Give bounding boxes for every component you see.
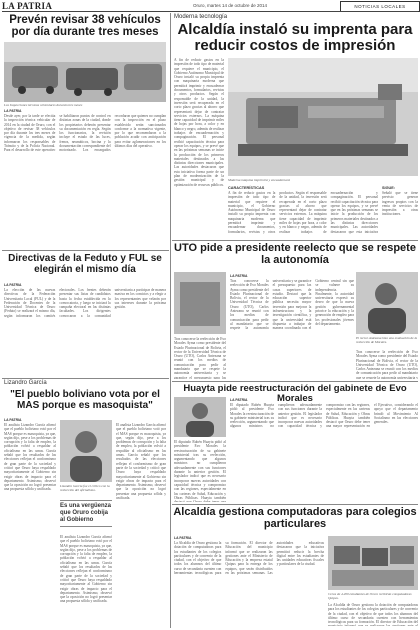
garcia-body-col3: El analista Lizandro García afirmó que el pueblo boliviano votó por el MAS porque es masoquista, ya que, según dijo, pese a los problemas de corrupción y la falta de empleo, la población volvió a respaldar al oficialismo en las urnas. García señaló que los resultados de las elecciones reflejan el conformismo de gran parte de la sociedad y criticó que Oruro haya respaldado mayoritariamente al Gobierno sin exigir obras de impacto para el departamento. Asimismo, observó que la oposición no logró presentar una propuesta sólida y unificada. (116, 423, 166, 501)
garcia-byline: LA PATRIA (4, 418, 22, 422)
feduto-headline: Directivas de la Feduto y FUL se elegirán el mismo día (8, 253, 162, 275)
column-divider (170, 13, 171, 628)
vehicles-body: Desde ayer, por la tarde se efectúa la inspección técnica vehicular de 2014 en la ciudad de Oruro, con el objetivo de revisar 38 vehículos por día durante los tres meses de vigencia de la medida, según informaron los responsables de Tránsito y de la Policía Nacional. Para el desarrollo de este operativo se habilitaron puntos de control en distintas zonas de la ciudad, donde los propietarios deberán presentar su documentación en regla. Según los funcionarios, la revisión incluye el estado de las luces, frenos, neumáticos, bocina y la documentación correspondiente del motorizado. Los encargados recordaron que quienes no cumplan con la inspección en el plazo establecido serán sancionados conforme a la normativa vigente, por lo que recomendaron a la población acudir con anticipación para evitar aglomeraciones en los últimos días del operativo. (4, 114, 166, 153)
garcia-pullquote: Es una vergüenza que Oruro cobija al Gobierno (60, 500, 112, 527)
huayta-body: El diputado Rubén Huayta pidió al presidente Evo Morales la reestructuración de su gabinete ministerial tras su reelección, argumentando que algunos ministros no cumplieron adecuadamente con sus funciones durante la anterior gestión. El legislador indicó que es necesario incorporar nuevas autoridades con capacidad técnica y compromiso con las regiones, especialmente en las carteras de Salud, Educación y Obras Públicas. Huayta también destacó que Oruro debe tener una mayor representación en el Ejecutivo, considerando el apoyo que el departamento brindó al Movimiento Al Socialismo en las elecciones generales. (230, 403, 418, 429)
huayta-byline: LA PATRIA (230, 398, 248, 402)
computers-photo (328, 536, 418, 590)
garcia-body-col2: El analista Lizandro García afirmó que el pueblo boliviano votó por el MAS porque es masoquista, ya que, según dijo, pese a los problemas de corrupción y la falta de empleo, la población volvió a respaldar al oficialismo en las urnas. García señaló que los resultados de las elecciones reflejan el conformismo de gran parte de la sociedad y criticó que Oruro haya respaldado mayoritariamente al Gobierno sin exigir obras de impacto para el departamento. Asimismo, observó que la oposición no logró presentar una propuesta sólida y unificada. (60, 535, 112, 604)
uto-headline: UTO pide a presidente reelecto que se respete la autonomía (174, 242, 416, 266)
huayta-headline: Huayta pide reestructuración del gabinete de Evo Morales (183, 383, 407, 404)
garcia-section-label: Lizandro García (4, 380, 47, 386)
uto-body-col-right: Tras conocerse la reelección de Evo Morales Ayma como presidente del Estado Plurinacional de Bolivia, el rector de la Universidad Técnica de Oruro (UTO), Carlos Antezana se reunió con los medios de comunicación para pedir al mandatario que se respete la autonomía universitaria y (356, 350, 418, 379)
uto-photo-right (356, 272, 418, 334)
huayta-photo-image (174, 397, 226, 437)
main-pull-label: SIGUE: (382, 186, 396, 190)
main-subhead: CARACTERÍSTICAS (228, 186, 265, 190)
main-kicker: Moderna tecnología (174, 14, 228, 20)
computers-caption: Cerca de 4.200 estudiantes de Oruro recibirán computadoras Quipus. (328, 592, 412, 600)
vehicles-caption: Los Inspecciones técnicas vehiculares durarán tres meses (4, 103, 83, 107)
divider (2, 378, 169, 379)
computers-body: La Alcaldía de Oruro gestiona la dotación de computadoras para los estudiantes de los colegios particulares y de convenio de la ciudad, con el objetivo de que todos los alumnos del último curso de secundaria cuenten con herramientas tecnológicas para su formación. El director de Educación del municipio informó que se realizaron las gestiones ante el Ministerio de Educación y la empresa estatal Quipus para la entrega de los equipos, que serán distribuidos en las próximas semanas. Las autoridades educativas destacaron que la iniciativa permitirá reducir la brecha digital entre los estudiantes de las unidades educativas fiscales y particulares de la ciudad. (174, 541, 324, 576)
main-body-col2: A fin de reducir gastos en la impresión de todo tipo de material que requiere el municipio, el Gobierno Autónomo Municipal de Oruro instaló su propia imprenta con maquinaria moderna que permitirá imprimir y encuadernar documentos, formularios, revistas y otros productos. Según el responsable de la unidad, la inversión será recuperada en el corto plazo gracias al ahorro que representará dejar de contratar servicios externos. La máquina tiene capacidad de imprimir miles de hojas por hora, a color y en blanco y negro, además de realizar trabajos de encuadernación y compaginación. El personal recibió capacitación técnica para operar los equipos, y se prevé que en las próximas semanas se inicie la producción de los primeros materiales destinados a las distintas direcciones municipales. Las autoridades destacaron que esta iniciativa (228, 191, 378, 234)
header-rule (2, 11, 418, 12)
vehicles-photo-image (4, 42, 166, 102)
main-caption: Moderna máquina imprimirá y encuadernará (228, 178, 290, 182)
divider (172, 381, 418, 382)
uto-photo-left-image (174, 272, 226, 334)
vehicles-headline: Prevén revisar 38 vehículos por día durante tres meses (9, 14, 161, 39)
uto-byline: LA PATRIA (230, 274, 248, 278)
computers-body-right: La Alcaldía de Oruro gestiona la dotación de computadoras para los estudiantes de los colegios particulares y de convenio de la ciudad, con el objetivo de que todos los alumnos del último curso de secundaria cuenten con herramientas tecnológicas para su formación. El director de Educación del (328, 603, 418, 625)
garcia-photo (60, 420, 112, 482)
computers-byline: LA PATRIA (174, 536, 192, 540)
vehicles-byline: LA PATRIA (4, 109, 22, 113)
uto-caption: El rector Antezana hizo una evaluación de la reelección de Morales. (356, 336, 418, 344)
garcia-caption: Lizandro García fue el crítico con la reelección del oficialismo. (60, 484, 110, 492)
main-headline: Alcaldía instaló su imprenta para reducir costos de impresión (177, 21, 413, 54)
newspaper-masthead: LA PATRIA (2, 1, 53, 11)
uto-body: Tras conocerse la reelección de Evo Morales Ayma como presidente del Estado Plurinacional de Bolivia, el rector de la Universidad Técnica de Oruro (UTO), Carlos Antezana se reunió con los medios de comunicación para pedir al mandatario que se respete la autonomía universitaria y se garantice el presupuesto para las casas superiores de estudio. Destacó que la educación superior pública necesita mayor inversión para mejorar la infraestructura y la investigación científica, y que la universidad está dispuesta a trabajar de manera coordinada con el Gobierno central sin que se vulnere su independencia. Finalmente, la autoridad universitaria expresó su deseo de que la nueva gestión gubernamental priorice la educación y la generación de empleo para los profesionales jóvenes del departamento. (230, 279, 354, 331)
main-body-col1: A fin de reducir gastos en la impresión de todo tipo de material que requiere el municipio, el Gobierno Autónomo Municipal de Oruro instaló su propia imprenta con maquinaria moderna que permitirá imprimir y encuadernar documentos, formularios, revistas y otros productos. Según el responsable de la unidad, la inversión será recuperada en el corto plazo gracias al ahorro que representará dejar de contratar servicios externos. La máquina tiene capacidad de imprimir miles de hojas por hora, a color y en blanco y negro, además de realizar trabajos de encuadernación y compaginación. El personal recibió capacitación técnica para operar los equipos, y se prevé que en las próximas semanas se inicie la producción de los primeros materiales destinados a las distintas direcciones municipales. Las autoridades destacaron que esta iniciativa forma parte de un plan de modernización de la gestión municipal y de optimización de recursos públicos. (174, 58, 224, 187)
dateline: Oruro, martes 14 de octubre de 2014 (192, 3, 268, 8)
garcia-headline: "El pueblo boliviano vota por el MAS porque es masoquista" (10, 389, 160, 411)
main-photo (228, 58, 418, 176)
uto-photo-left (174, 272, 226, 334)
rector-photo-image (356, 272, 418, 334)
computers-headline: Alcaldía gestiona computadoras para colegios particulares (173, 506, 417, 530)
divider (172, 504, 418, 505)
printing-machine-image (228, 58, 418, 176)
garcia-photo-image (60, 420, 112, 482)
divider (172, 240, 418, 241)
feduto-byline: LA PATRIA (4, 283, 22, 287)
garcia-body-col1: El analista Lizandro García afirmó que el pueblo boliviano votó por el MAS porque es masoquista, ya que, según dijo, pese a los problemas de corrupción y la falta de empleo, la población volvió a respaldar al oficialismo en las urnas. García señaló que los resultados de las elecciones reflejan el conformismo de gran parte de la sociedad y criticó que Oruro haya respaldado mayoritariamente al Gobierno sin exigir obras de impacto para el departamento. Asimismo, observó que la oposición no logró presentar una propuesta sólida y unificada. (4, 423, 56, 492)
main-pull-text: Señaló que se tiene previsto generar ingresos propios con la venta de servicios de impresión a otras instituciones. (382, 191, 418, 217)
divider (2, 250, 169, 251)
uto-body-col-left: Tras conocerse la reelección de Evo Morales Ayma como presidente del Estado Plurinacional de Bolivia, el rector de la Universidad Técnica de Oruro (UTO), Carlos Antezana se reunió con los medios de comunicación para pedir al mandatario que se respete la autonomía universitaria y se garantice el presupuesto para las (174, 337, 226, 379)
students-computers-image (328, 536, 418, 590)
huayta-body-col1: El diputado Rubén Huayta pidió al presidente Evo Morales la reestructuración de su gabinete ministerial tras su reelección, argumentando que algunos ministros no cumplieron adecuadamente con sus funciones durante la anterior gestión. El legislador indicó que es necesario incorporar nuevas autoridades con capacidad técnica y compromiso con las regiones, especialmente en las carteras de Salud, Educación y Obras Públicas. Huayta también (174, 440, 226, 500)
section-tag: NOTICIAS LOCALES (340, 1, 420, 12)
feduto-body: La elección de las nuevas directivas de la Federación Universitaria Local (FUL) y de la Federación de Docentes de la Universidad Técnica de Oruro (Feduto) se realizará el mismo día, según informaron los comités electorales. Los frentes deberán presentar sus listas de candidatos hasta la fecha establecida en la convocatoria, y luego se iniciará la campaña electoral en las distintas facultades. Los dirigentes convocaron a la comunidad universitaria a participar de manera masiva en los comicios y a elegir a los representantes que velarán por sus intereses durante la próxima gestión. (4, 288, 166, 318)
vehicles-photo (4, 42, 166, 102)
huayta-photo (174, 397, 226, 437)
